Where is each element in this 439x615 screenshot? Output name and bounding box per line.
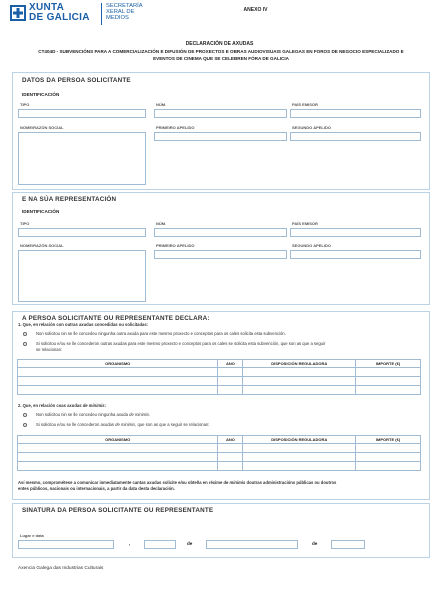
de-label-1: de: [187, 541, 193, 546]
rep-apelido2-field[interactable]: [290, 250, 421, 259]
annex-label: ANEXO IV: [243, 7, 268, 13]
rep-apelido2-label: SEGUNDO APELIDO: [292, 243, 331, 248]
table-row: [18, 453, 421, 462]
q1-option1-radio[interactable]: [23, 332, 27, 336]
rep-tipo-field[interactable]: [18, 228, 146, 237]
col-ano: ANO: [218, 360, 243, 368]
day-field[interactable]: [144, 540, 176, 549]
document-title: DECLARACIÓN DE AXUDAS: [185, 41, 254, 47]
num-field[interactable]: [154, 109, 287, 118]
rep-pais-field[interactable]: [290, 228, 421, 237]
representative-section-title: E NA SÚA REPRESENTACIÓN: [22, 196, 117, 203]
nome-field[interactable]: [18, 132, 146, 185]
col-disposicion: DISPOSICIÓN REGULADORA: [243, 360, 356, 368]
rep-identification-label: IDENTIFICACIÓN: [22, 209, 60, 214]
q1-option2-text: Si solicitou e/ou se lle concederon outras axudas para este mesmo proxecto e conceptos para os cales se solicita esta subvención, que son as que a seguir se relacionan:: [36, 341, 326, 352]
identification-label: IDENTIFICACIÓN: [22, 92, 60, 97]
rep-tipo-label: TIPO: [20, 221, 30, 226]
tipo-field[interactable]: [18, 109, 146, 118]
col-disposicion: DISPOSICIÓN REGULADORA: [243, 436, 356, 444]
col-organismo: ORGANISMO: [18, 360, 218, 368]
q2-option1-radio[interactable]: [23, 413, 27, 417]
nome-label: NOME/RAZÓN SOCIAL: [20, 125, 64, 130]
q2-option1-text: Non solicitou nin se lle concedeu ningunha axuda de minimis.: [36, 412, 151, 417]
tipo-label: TIPO: [20, 102, 30, 107]
minimis-table: [17, 435, 421, 471]
commitment-text: Así mesmo, comprométese a comunicar inmediatamente cantas axudas solicite e/ou obteña en réxime de minimis doutras administracións públicas ou doutros entes públicos, nacionais ou internacionais, a partir da data desta declaración.: [18, 480, 337, 491]
col-importe: IMPORTE (€): [356, 360, 421, 368]
document-subtitle: CT404D - SUBVENCIÓNS PARA A COMERCIALIZACIÓN E DIFUSIÓN DE PROXECTOS E OBRAS AUDIOVISUAIS GALEGAS EN FOROS DE NEGOCIO ESPECIALIZADO E EVENTOS DE CINEMA QUE SE CELEBREN FÓRA DE GALICIA: [38, 49, 404, 61]
rep-num-field[interactable]: [154, 228, 287, 237]
rep-pais-label: PAÍS EMISOR: [292, 221, 318, 226]
col-ano: ANO: [218, 436, 243, 444]
pais-field[interactable]: [290, 109, 421, 118]
logo-text: XUNTA DE GALICIA: [29, 2, 90, 23]
table-row: [18, 444, 421, 453]
comma-separator: ,: [129, 541, 131, 546]
place-date-label: Lugar e data: [20, 533, 44, 538]
month-field[interactable]: [206, 540, 298, 549]
year-field[interactable]: [331, 540, 365, 549]
footer-agency: Axencia Galega das Industrias Culturais: [18, 566, 104, 571]
rep-num-label: NÚM.: [156, 221, 167, 226]
question-1: 1. Que, en relación con outras axudas concedidas ou solicitadas:: [18, 322, 149, 327]
signature-title: SINATURA DA PERSOA SOLICITANTE OU REPRESENTANTE: [22, 507, 214, 514]
rep-nome-field[interactable]: [18, 250, 146, 302]
aids-table: [17, 359, 421, 395]
apelido1-label: PRIMEIRO APELIDO: [156, 125, 195, 130]
q2-option2-text: Si solicitou e/ou se lle concederon axudas de minimis, que son as que a seguir se relacionan:: [36, 422, 210, 427]
rep-apelido1-field[interactable]: [154, 250, 287, 259]
applicant-section-title: DATOS DA PERSOA SOLICITANTE: [22, 77, 131, 84]
col-importe: IMPORTE (€): [356, 436, 421, 444]
place-field[interactable]: [18, 540, 114, 549]
apelido1-field[interactable]: [154, 132, 287, 141]
rep-nome-label: NOME/RAZÓN SOCIAL: [20, 243, 64, 248]
num-label: NÚM.: [156, 102, 167, 107]
de-label-2: de: [312, 541, 318, 546]
table-row: [18, 462, 421, 471]
question-2: 2. Que, en relación coas axudas de minimis:: [18, 403, 106, 408]
apelido2-label: SEGUNDO APELIDO: [292, 125, 331, 130]
apelido2-field[interactable]: [290, 132, 421, 141]
table-row: [18, 386, 421, 395]
rep-apelido1-label: PRIMEIRO APELIDO: [156, 243, 195, 248]
pais-label: PAÍS EMISOR: [292, 102, 318, 107]
table-row: [18, 377, 421, 386]
q1-option1-text: Non solicitou nin se lle concedeu ningunha outra axuda para este mesmo proxecto e conceptos para os cales solicita esta subvención.: [36, 331, 286, 336]
table-row: [18, 368, 421, 377]
q1-option2-radio[interactable]: [23, 342, 27, 346]
col-organismo: ORGANISMO: [18, 436, 218, 444]
declaration-title: A PERSOA SOLICITANTE OU REPRESENTANTE DECLARA:: [22, 315, 210, 322]
department-name: SECRETARÍA XERAL DE MEDIOS: [106, 3, 143, 22]
q2-option2-radio[interactable]: [23, 423, 27, 427]
